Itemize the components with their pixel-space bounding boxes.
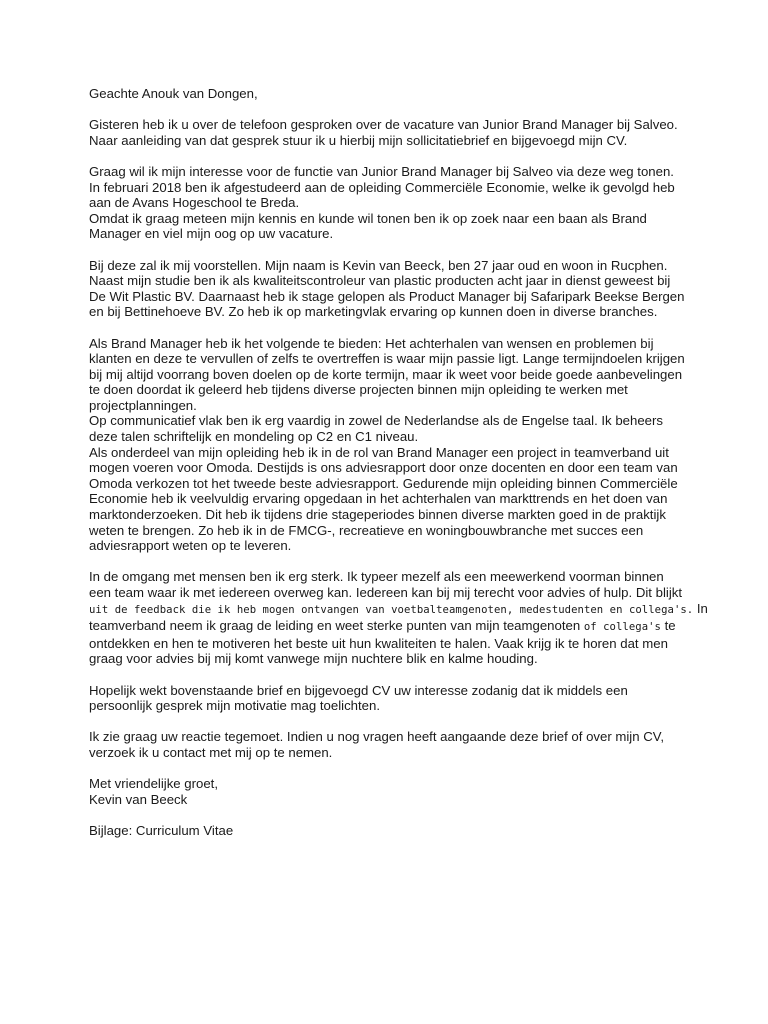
paragraph-line: In de omgang met mensen ben ik erg sterk. Ik typeer mezelf als een meewerkend voorman binnen — [89, 569, 664, 585]
mono-text-segment: uit de feedback die ik heb mogen ontvangen van voetbalteamgenoten, medestudenten en collega's. — [89, 603, 694, 616]
closing — [89, 776, 729, 807]
paragraph-line: Manager en viel mijn oog op uw vacature. — [89, 226, 334, 242]
mono-text-segment: of collega's — [583, 621, 661, 634]
paragraph-social — [89, 569, 729, 667]
paragraph-line: aan de Avans Hogeschool te Breda. — [89, 195, 300, 211]
paragraph-line: adviesrapport weten op te leveren. — [89, 538, 292, 554]
text-segment: In — [693, 600, 708, 616]
paragraph-line: persoonlijk gesprek mijn motivatie mag toelichten. — [89, 698, 380, 714]
paragraph-line: Naar aanleiding van dat gesprek stuur ik u hierbij mijn sollicitatiebrief en bijgevoegd mijn CV. — [89, 132, 628, 148]
paragraph-line: Als onderdeel van mijn opleiding heb ik in de rol van Brand Manager een project in teamverband uit — [89, 444, 669, 460]
paragraph-line: Op communicatief vlak ben ik erg vaardig in zowel de Nederlandse als de Engelse taal. Ik beheers — [89, 413, 663, 429]
paragraph-line: Hopelijk wekt bovenstaande brief en bijgevoegd CV uw interesse zodanig dat ik middels een — [89, 682, 628, 698]
paragraph-line: De Wit Plastic BV. Daarnaast heb ik stage gelopen als Product Manager bij Safaripark Beekse Bergen — [89, 288, 685, 304]
paragraph-line: weten te brengen. Zo heb ik in de FMCG-, recreatieve en woningbouwbranche met succes een — [89, 522, 644, 538]
closing-greeting: Met vriendelijke groet, — [89, 776, 219, 792]
paragraph-line: Als Brand Manager heb ik het volgende te bieden: Het achterhalen van wensen en problemen bij — [89, 335, 654, 351]
paragraph-hope — [89, 683, 729, 714]
paragraph-line: In februari 2018 ben ik afgestudeerd aan de opleiding Commerciële Economie, welke ik gevolgd heb — [89, 179, 675, 195]
paragraph-line: een team waar ik met iedereen overweg kan. Iedereen kan bij mij terecht voor advies of hulp. Dit blijkt — [89, 585, 683, 600]
paragraph-line: Gisteren heb ik u over de telefoon gesproken over de vacature van Junior Brand Manager bij Salveo. — [89, 117, 678, 133]
attachment-note — [89, 823, 729, 839]
paragraph-line: te doen doordat ik geleerd heb tijdens diverse projecten binnen mijn opleiding te werken met — [89, 382, 628, 398]
text-segment: teamverband neem ik graag de leiding en weet sterke punten van mijn teamgenoten — [89, 618, 584, 634]
paragraph-line: Ik zie graag uw reactie tegemoet. Indien u nog vragen heeft aangaande deze brief of over mijn CV, — [89, 729, 665, 745]
paragraph-line: graag voor advies bij mij komt vanwege mijn nuchtere blik en kalme houding. — [89, 651, 538, 667]
paragraph-line-mixed — [89, 618, 729, 636]
paragraph-line: deze talen schriftelijk en mondeling op C2 en C1 niveau. — [89, 429, 419, 445]
paragraph-line: Omdat ik graag meteen mijn kennis en kunde wil tonen ben ik op zoek naar een baan als Brand — [89, 210, 647, 226]
text-segment: te — [660, 618, 676, 634]
paragraph-line-mixed — [89, 601, 729, 619]
paragraph-line: Economie heb ik veelvuldig ervaring opgedaan in het achterhalen van markttrends en het doen van — [89, 491, 668, 507]
salutation — [89, 86, 729, 102]
paragraph-line: marktonderzoeken. Dit heb ik tijdens drie stageperiodes binnen diverse markten goed in de praktijk — [89, 507, 666, 523]
paragraph-interest — [89, 164, 729, 242]
paragraph-line: bij mij altijd voorrang boven doelen op de korte termijn, maar ik weet voor beide goede aanbevelingen — [89, 366, 683, 382]
paragraph-intro — [89, 117, 729, 148]
paragraph-reaction — [89, 729, 729, 760]
paragraph-line: Naast mijn studie ben ik als kwaliteitscontroleur van plastic producten acht jaar in dienst geweest bij — [89, 273, 671, 289]
attachment-line: Bijlage: Curriculum Vitae — [89, 822, 234, 838]
paragraph-offer — [89, 336, 729, 554]
paragraph-line: ontdekken en hen te motiveren het beste uit hun kwaliteiten te halen. Vaak krijg ik te horen dat men — [89, 635, 668, 651]
paragraph-line: en bij Bettinehoeve BV. Zo heb ik op marketingvlak ervaring op kunnen doen in diverse branches. — [89, 304, 658, 320]
paragraph-line: Omoda verkozen tot het tweede beste adviesrapport. Gedurende mijn opleiding binnen Commerciële — [89, 475, 678, 491]
paragraph-line: projectplanningen. — [89, 397, 197, 413]
letter-body — [89, 86, 729, 854]
paragraph-line: Bij deze zal ik mij voorstellen. Mijn naam is Kevin van Beeck, ben 27 jaar oud en woon in Rucphen. — [89, 257, 668, 273]
paragraph-line: mogen voeren voor Omoda. Destijds is ons adviesrapport door onze docenten en door een team van — [89, 460, 678, 476]
salutation-line: Geachte Anouk van Dongen, — [89, 86, 258, 101]
paragraph-line: Graag wil ik mijn interesse voor de functie van Junior Brand Manager bij Salveo via deze weg tonen. — [89, 163, 674, 179]
paragraph-introduction — [89, 258, 729, 320]
paragraph-line: verzoek ik u contact met mij op te nemen. — [89, 744, 333, 760]
signature-name: Kevin van Beeck — [89, 791, 188, 807]
paragraph-line: klanten en deze te vervullen of zelfs te overtreffen is waar mijn passie ligt. Lange termijndoelen krijgen — [89, 351, 685, 367]
